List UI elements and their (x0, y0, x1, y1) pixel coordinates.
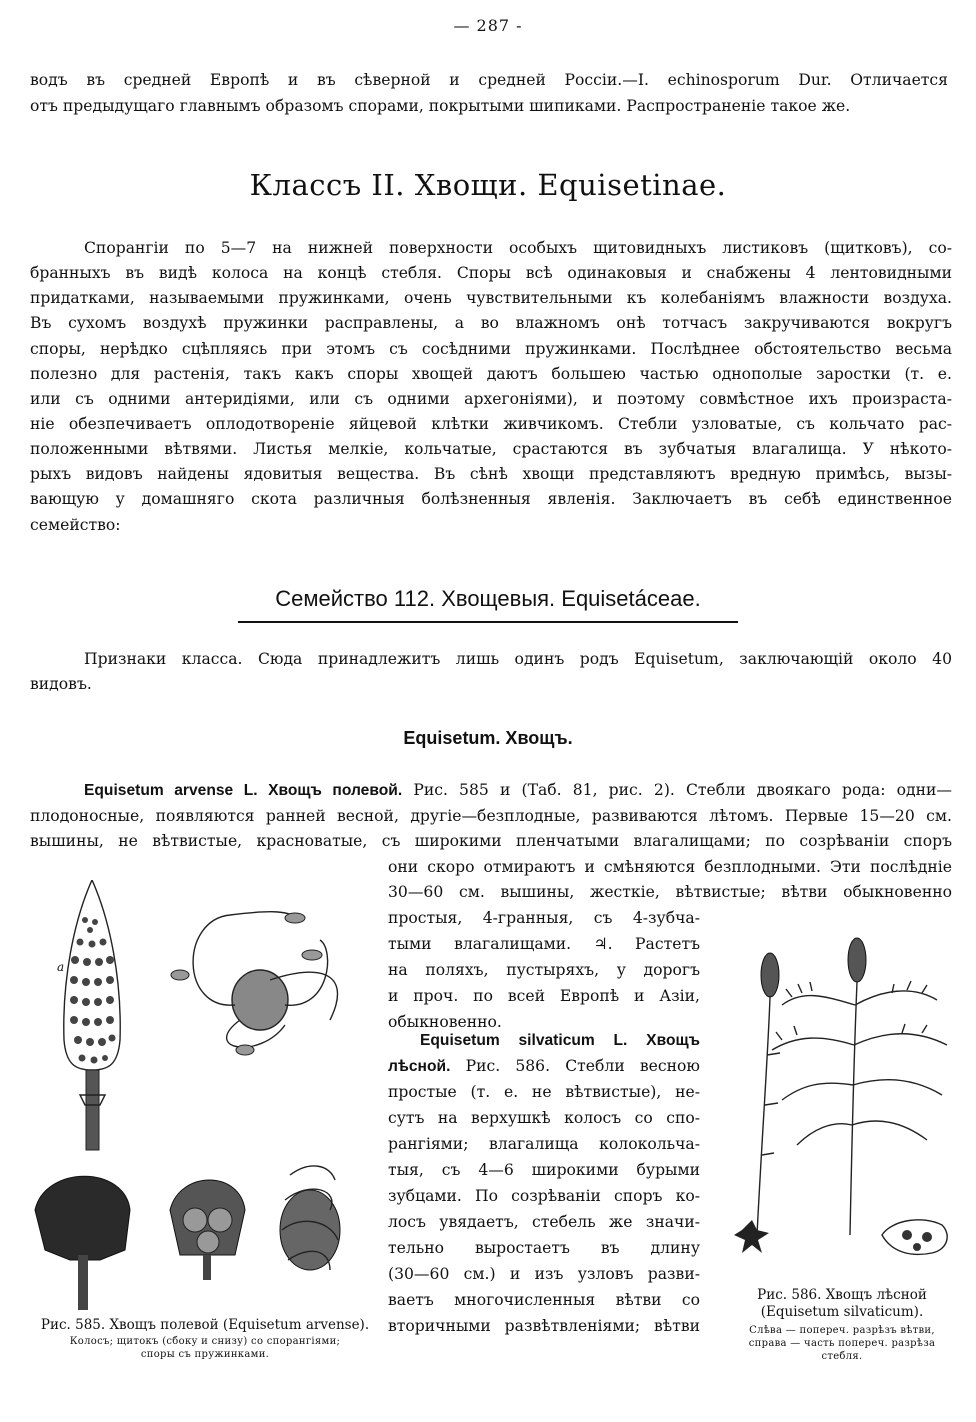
class-paragraph-line-5: споры, нерѣдко сцѣпляясь при этомъ съ сосѣдними пружинками. Послѣднее обстоятельство весьма (30, 340, 952, 358)
arvense-line-4: они скоро отмираютъ и смѣняются безплодными. Эти послѣдніе (388, 858, 952, 876)
silvaticum-line-7: лосъ увядаетъ, стебель же значи- (388, 1213, 700, 1231)
spore-with-elaters-drawing (171, 912, 338, 1055)
figure-586-caption-line-1: Рис. 586. Хвощъ лѣсной (757, 1287, 927, 1303)
arvense-line-6: простыя, 4-гранныя, съ 4-зубча- (388, 909, 700, 927)
silvaticum-species-name-cont: лѣсной. (388, 1058, 451, 1075)
arvense-line-1 (84, 780, 952, 801)
arvense-species-name: Equisetum arvense L. Хвощъ полевой. (84, 782, 403, 799)
silvaticum-line-4: рангіями; влагалища колокольча- (388, 1135, 700, 1153)
class-paragraph-line-10: рыхъ видовъ найдены ядовитыя вещества. Въ сѣнѣ хвощи представляютъ вредную примѣсь, вызы- (30, 465, 952, 483)
class-paragraph-line-7: или съ одними антеридіями, или съ одними архегоніями), и поэтому совмѣстное ихъ произраста- (30, 390, 952, 408)
silvaticum-line-10: ваетъ многочисленныя вѣтви со (388, 1291, 700, 1309)
figure-585-caption: Рис. 585. Хвощъ полевой (Equisetum arvense). (40, 1317, 370, 1333)
silvaticum-line-1-text: Рис. 586. Стебли весною (450, 1057, 700, 1075)
fertile-stem-drawing (757, 953, 780, 1235)
class-paragraph-line-6: полезно для растенія, такъ какъ споры хвощей даютъ большею частью однополые заростки (т. е. (30, 365, 952, 383)
figure-586-subcaption-line-2: справа — часть попереч. разрѣза (748, 1338, 936, 1349)
family-paragraph-line-2: видовъ. (30, 675, 92, 693)
figure-585-subcaption-line-2: споры съ пружинками. (140, 1349, 270, 1360)
figure-585-label-a: a (57, 960, 65, 974)
coiled-spore-drawing (280, 1166, 340, 1270)
class-paragraph-line-1: Спорангіи по 5—7 на нижней поверхности особыхъ щитовидныхъ листиковъ (щитковъ), со- (84, 239, 952, 257)
family-title: Семейство 112. Хвощевыя. Equisetáceae. (275, 586, 701, 611)
shield-below-view-drawing (170, 1180, 245, 1280)
class-paragraph-line-12: семейство: (30, 516, 121, 534)
silvaticum-line-9: (30—60 см.) и изъ узловъ разви- (388, 1265, 700, 1283)
arvense-line-9: и проч. по всей Европѣ и Азіи, (388, 987, 700, 1005)
genus-title: Equisetum. Хвощъ. (403, 728, 573, 748)
silvaticum-line-8: тельно выростаетъ въ длину (388, 1239, 700, 1257)
figure-586-subcaption-line-3: стебля. (821, 1351, 863, 1362)
top-paragraph-line-1: водъ въ средней Европѣ и въ сѣверной и средней Россіи.—I. echinosporum Dur. Отличается (30, 71, 948, 89)
figure-586-subcaption-line-1: Слѣва — попереч. разрѣзъ вѣтви, (749, 1325, 935, 1336)
branched-stem-drawing (772, 938, 947, 1235)
silvaticum-line-2: простые (т. е. не вѣтвистые), не- (388, 1083, 700, 1101)
silvaticum-line-3: сутъ на верхушкѣ колосъ со спо- (388, 1109, 700, 1127)
silvaticum-line-5: тыя, съ 4—6 широкими бурыми (388, 1161, 700, 1179)
class-paragraph-line-4: Въ сухомъ воздухѣ пружинки расправлены, а во влажномъ онѣ тотчасъ закручиваются вокругъ (30, 314, 952, 332)
family-title-underline (238, 621, 738, 623)
arvense-line-2: плодоносные, появляются ранней весной, другіе—безплодные, развиваются лѣтомъ. Первые 15—20 см. (30, 807, 952, 825)
shield-side-view-drawing (35, 1176, 130, 1310)
branch-cross-section-drawing (734, 1220, 769, 1253)
class-paragraph-line-3: придатками, называемыми пружинками, очень чувствительными къ колебаніямъ влажности воздуха. (30, 289, 952, 307)
figure-585-illustration (30, 880, 380, 1320)
figure-585-subcaption-line-1: Колосъ; щитокъ (сбоку и снизу) со спорангіями; (69, 1336, 341, 1347)
spore-cone-drawing (64, 880, 120, 1150)
silvaticum-line-1 (388, 1056, 700, 1077)
page-number: — 287 - (453, 16, 523, 35)
silvaticum-species-name: Equisetum silvaticum L. Хвощъ (420, 1032, 700, 1049)
top-paragraph-line-2: отъ предыдущаго главнымъ образомъ спорами, покрытыми шипиками. Распространеніе такое же. (30, 97, 851, 115)
arvense-line-3: вышины, не вѣтвистые, красноватые, съ широкими пленчатыми влагалищами; по созрѣваніи споръ (30, 832, 952, 850)
class-paragraph-line-9: положенными вѣтвями. Листья мелкіе, кольчатые, срастаются въ зубчатыя влагалища. У нѣкото- (30, 440, 952, 458)
arvense-line-8: на поляхъ, пустыряхъ, у дорогъ (388, 961, 700, 979)
silvaticum-line-6: зубцами. По созрѣваніи споръ ко- (388, 1187, 700, 1205)
arvense-line-5: 30—60 см. вышины, жесткіе, вѣтвистые; вѣтви обыкновенно (388, 883, 952, 901)
silvaticum-name-line (420, 1030, 700, 1051)
class-title: Классъ II. Хвощи. Equisetinae. (249, 168, 727, 202)
family-paragraph-line-1: Признаки класса. Сюда принадлежитъ лишь одинъ родъ Equisetum, заключающій около 40 (84, 650, 952, 668)
arvense-line-7: тыми влагалищами. ♃. Растетъ (388, 935, 700, 953)
figure-586-caption-line-2: (Equisetum silvaticum). (760, 1304, 924, 1320)
class-paragraph-line-2: бранныхъ въ видѣ колоса на концѣ стебля. Споры всѣ одинаковыя и снабжены 4 лентовидными (30, 264, 952, 282)
arvense-line-10: обыкновенно. (388, 1013, 502, 1031)
arvense-line-1-text: Рис. 585 и (Таб. 81, рис. 2). Стебли двоякаго рода: одни— (402, 781, 952, 799)
figure-586-illustration (722, 935, 962, 1280)
class-paragraph-line-11: вающую у домашняго скота различныя болѣзненныя явленія. Заключаетъ въ себѣ единственное (30, 490, 952, 508)
stem-cross-section-drawing (882, 1220, 947, 1255)
class-paragraph-line-8: ніе обезпечиваетъ оплодотвореніе яйцевой клѣтки живчикомъ. Стебли узловатые, съ кольчато рас- (30, 415, 952, 433)
silvaticum-line-11: вторичными развѣтвленіями; вѣтви (388, 1317, 700, 1335)
